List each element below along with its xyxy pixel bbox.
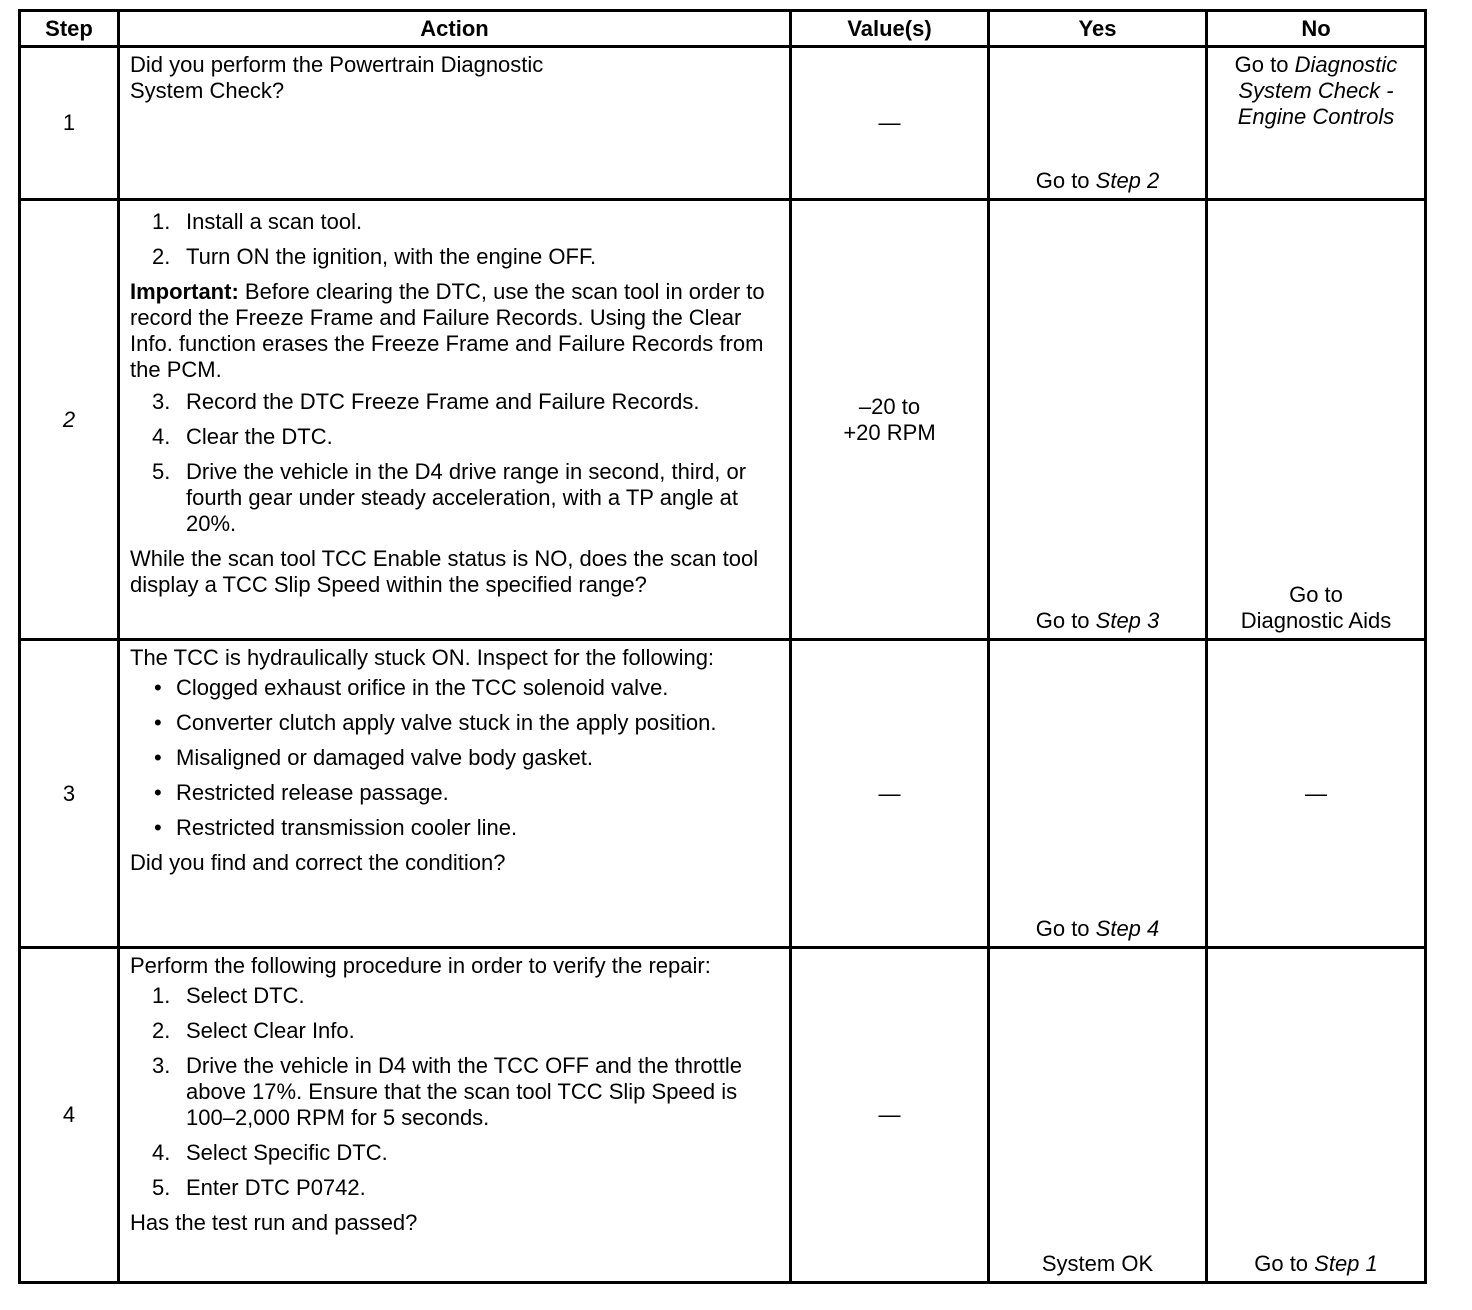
step-link[interactable]: Step 1: [1314, 1251, 1378, 1276]
list-item: [130, 244, 781, 270]
header-step: Step: [20, 11, 119, 47]
header-yes: Yes: [989, 11, 1207, 47]
table-row: [20, 47, 1426, 200]
list-item: [130, 424, 781, 450]
no-prefix: Go to: [1254, 1251, 1315, 1276]
list-text: Clogged exhaust orifice in the TCC solenoid valve.: [176, 675, 669, 700]
numbered-list: [130, 389, 781, 537]
no-cell: [1207, 47, 1426, 200]
bullet-mark: •: [154, 675, 162, 700]
table-row: [20, 640, 1426, 948]
numbered-list: [130, 209, 781, 270]
no-prefix: Go to: [1234, 52, 1295, 77]
list-text: Restricted release passage.: [176, 780, 449, 805]
diagnostic-system-check-link[interactable]: Diagnostic System Check - Engine Controls: [1237, 52, 1398, 129]
list-number: 1.: [152, 983, 171, 1008]
bullet-mark: •: [154, 815, 162, 840]
important-text: Before clearing the DTC, use the scan tool in order to record the Freeze Frame and Failure Records. Using the Clear Info. function erases the Freeze Frame and Failure Records from the PCM.: [130, 279, 765, 382]
intro-text: Perform the following procedure in order to verify the repair:: [130, 953, 711, 978]
no-cell: [1207, 200, 1426, 640]
bullet-mark: •: [154, 710, 162, 735]
step-link[interactable]: Step 2: [1095, 168, 1160, 193]
action-cell: [119, 948, 791, 1283]
action-cell: [119, 640, 791, 948]
question-text: While the scan tool TCC Enable status is NO, does the scan tool display a TCC Slip Speed within the specified range?: [130, 546, 759, 597]
header-no: No: [1207, 11, 1426, 47]
value-line: –20 to: [858, 393, 921, 419]
list-item: [130, 983, 781, 1009]
list-text: Clear the DTC.: [186, 424, 333, 449]
question-text: Did you find and correct the condition?: [130, 850, 506, 875]
step-link[interactable]: Step 4: [1095, 916, 1160, 941]
no-cell: —: [1207, 640, 1426, 948]
list-item: [130, 459, 781, 537]
value-cell: —: [791, 640, 989, 948]
action-text: Did you perform the Powertrain Diagnostic System Check?: [130, 52, 544, 103]
list-item: [130, 1053, 781, 1131]
step-number: 4: [20, 948, 119, 1283]
list-item: [130, 745, 781, 771]
question-text: Has the test run and passed?: [130, 1210, 418, 1235]
list-text: Drive the vehicle in the D4 drive range in second, third, or fourth gear under steady acceleration, with a TP angle at 20%.: [186, 459, 747, 536]
list-number: 2.: [152, 244, 171, 269]
yes-cell: [989, 640, 1207, 948]
list-text: Enter DTC P0742.: [186, 1175, 366, 1200]
list-text: Select DTC.: [186, 983, 305, 1008]
step-number: 1: [20, 47, 119, 200]
no-line: Go to: [1289, 582, 1343, 607]
header-row: [20, 11, 1426, 47]
yes-prefix: Go to: [1035, 608, 1096, 633]
numbered-list: [130, 983, 781, 1201]
header-values: Value(s): [791, 11, 989, 47]
list-number: 4.: [152, 1140, 171, 1165]
list-item: [130, 815, 781, 841]
yes-prefix: Go to: [1035, 916, 1096, 941]
list-text: Turn ON the ignition, with the engine OFF.: [186, 244, 597, 269]
value-line: +20 RPM: [843, 419, 936, 445]
value-cell: —: [791, 948, 989, 1283]
value-cell: [791, 200, 989, 640]
list-number: 4.: [152, 424, 171, 449]
diagnostic-table: [18, 9, 1427, 1284]
yes-cell: System OK: [989, 948, 1207, 1283]
list-number: 5.: [152, 1175, 171, 1200]
diagnostic-aids-link[interactable]: Diagnostic Aids: [1240, 608, 1392, 633]
list-text: Misaligned or damaged valve body gasket.: [176, 745, 594, 770]
list-item: [130, 675, 781, 701]
list-item: [130, 389, 781, 415]
no-cell: [1207, 948, 1426, 1283]
table-row: [20, 948, 1426, 1283]
list-text: Select Clear Info.: [186, 1018, 355, 1043]
step-number: 2: [20, 200, 119, 640]
list-number: 1.: [152, 209, 171, 234]
yes-cell: [989, 47, 1207, 200]
header-action: Action: [119, 11, 791, 47]
bullet-list: [130, 675, 781, 841]
list-item: [130, 1140, 781, 1166]
yes-prefix: Go to: [1035, 168, 1096, 193]
bullet-mark: •: [154, 780, 162, 805]
list-number: 2.: [152, 1018, 171, 1043]
list-item: [130, 1175, 781, 1201]
action-cell: [119, 200, 791, 640]
important-label: Important:: [130, 279, 239, 304]
list-item: [130, 1018, 781, 1044]
important-note: [130, 279, 781, 383]
list-text: Restricted transmission cooler line.: [176, 815, 518, 840]
list-number: 3.: [152, 389, 171, 414]
list-item: [130, 780, 781, 806]
intro-text: The TCC is hydraulically stuck ON. Inspect for the following:: [130, 645, 715, 670]
table-row: [20, 200, 1426, 640]
list-number: 3.: [152, 1053, 171, 1078]
list-item: [130, 209, 781, 235]
value-cell: —: [791, 47, 989, 200]
list-text: Select Specific DTC.: [186, 1140, 388, 1165]
action-cell: [119, 47, 791, 200]
list-item: [130, 710, 781, 736]
list-number: 5.: [152, 459, 171, 484]
step-link[interactable]: Step 3: [1095, 608, 1160, 633]
list-text: Drive the vehicle in D4 with the TCC OFF and the throttle above 17%. Ensure that the scan tool TCC Slip Speed is 100–2,000 RPM for 5 seconds.: [186, 1053, 742, 1130]
list-text: Converter clutch apply valve stuck in the apply position.: [176, 710, 717, 735]
list-text: Install a scan tool.: [186, 209, 363, 234]
yes-cell: [989, 200, 1207, 640]
bullet-mark: •: [154, 745, 162, 770]
step-number: 3: [20, 640, 119, 948]
list-text: Record the DTC Freeze Frame and Failure Records.: [186, 389, 700, 414]
